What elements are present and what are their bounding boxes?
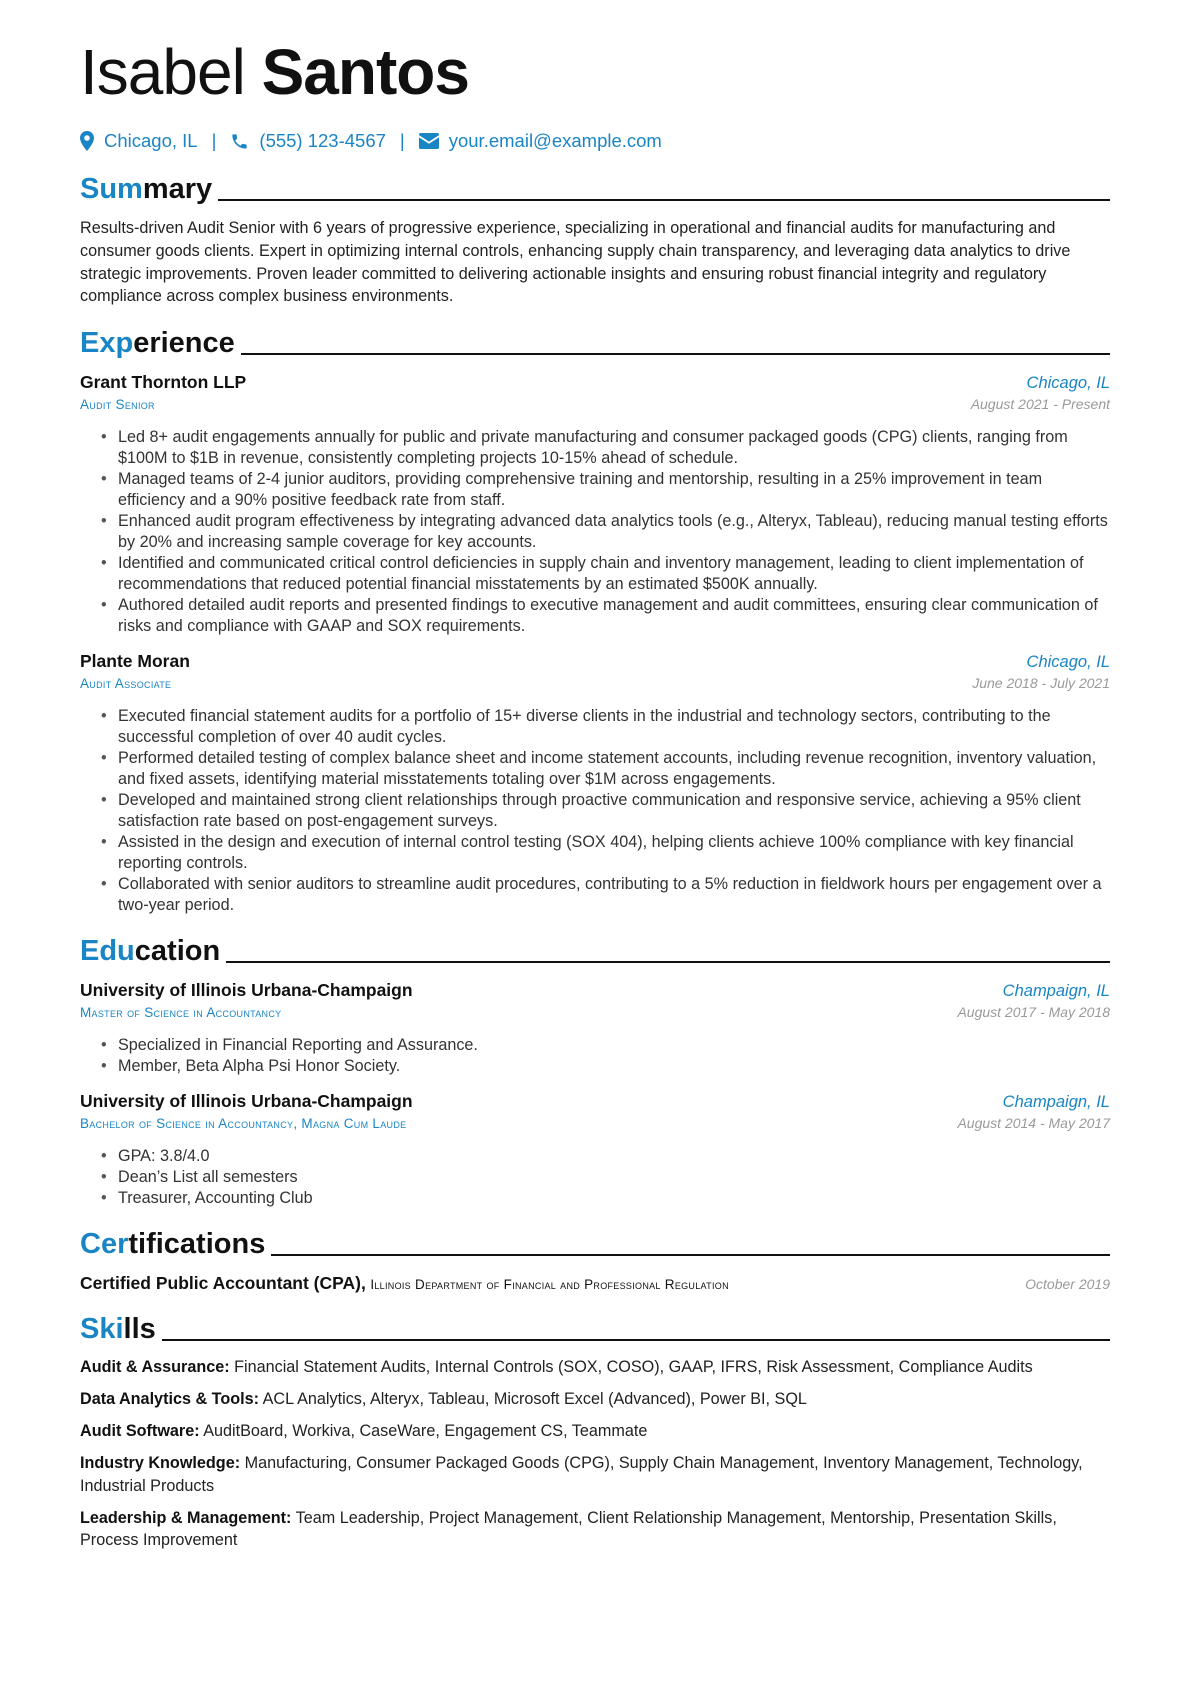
- section-title: [80, 937, 220, 966]
- section-title-rest: cation: [134, 935, 221, 968]
- entry-dates: August 2021 - Present: [970, 396, 1110, 413]
- entry-dates: August 2014 - May 2017: [957, 1115, 1110, 1132]
- skill-row: [80, 1356, 1110, 1379]
- education-detail-item: • GPA: 3.8/4.0: [118, 1146, 1110, 1167]
- section-title-accent: Edu: [80, 935, 135, 968]
- certification-issuer: Illinois Department of Financial and Professional Regulation: [370, 1277, 729, 1293]
- skill-category: Audit & Assurance:: [80, 1358, 230, 1377]
- skill-category: Leadership & Management:: [80, 1508, 292, 1527]
- section-education-heading: [80, 930, 1110, 966]
- certification-date: October 2019: [1025, 1276, 1110, 1293]
- section-title-rest: tifications: [128, 1228, 266, 1261]
- entry-location: Champaign, IL: [1002, 1093, 1110, 1112]
- skill-row: [80, 1388, 1110, 1411]
- education-detail-item: • Specialized in Financial Reporting and Assurance.: [118, 1035, 1110, 1056]
- contact-separator: |: [399, 130, 405, 151]
- section-experience-heading: [80, 322, 1110, 358]
- education-detail-item: • Dean’s List all semesters: [118, 1167, 1110, 1188]
- location-text: Chicago, IL: [104, 130, 198, 151]
- certification-name: Certified Public Accountant (CPA): [80, 1273, 361, 1294]
- job-title: Audit Associate: [80, 676, 172, 692]
- education-detail-item: • Treasurer, Accounting Club: [118, 1188, 1110, 1209]
- degree-title: Master of Science in Accountancy: [80, 1005, 282, 1021]
- skill-items: Team Leadership, Project Management, Client Relationship Management, Mentorship, Presentation Skills, Process Improvement: [80, 1508, 1057, 1550]
- skill-items: ACL Analytics, Alteryx, Tableau, Microsoft Excel (Advanced), Power BI, SQL: [262, 1390, 807, 1409]
- section-title-rest: lls: [123, 1313, 156, 1346]
- education-detail-list: [80, 1035, 1110, 1077]
- achievement-item: • Managed teams of 2-4 junior auditors, providing comprehensive training and mentorship, resulting in a 25% improvement in team efficiency and a 90% positive feedback rate from staff.: [118, 469, 1110, 511]
- achievement-item: • Assisted in the design and execution of internal control testing (SOX 404), helping clients achieve 100% compliance with key financial reporting controls.: [118, 832, 1110, 874]
- candidate-name: [80, 36, 1110, 108]
- education-entry: [80, 1091, 1110, 1209]
- employer-name: Plante Moran: [80, 651, 190, 672]
- achievement-list: [80, 706, 1110, 916]
- skill-row: [80, 1507, 1110, 1552]
- education-detail-item: • Member, Beta Alpha Psi Honor Society.: [118, 1056, 1110, 1077]
- skill-category: Industry Knowledge:: [80, 1454, 241, 1473]
- skill-category: Audit Software:: [80, 1422, 200, 1441]
- section-title-rest: erience: [133, 327, 235, 360]
- entry-location: Champaign, IL: [1002, 982, 1110, 1001]
- section-title-rest: mary: [142, 173, 213, 205]
- certification-entry: [80, 1273, 1110, 1294]
- skills-list: [80, 1356, 1110, 1552]
- section-title: [80, 1230, 265, 1259]
- experience-entry: [80, 651, 1110, 916]
- section-certifications-heading: [80, 1223, 1110, 1259]
- section-summary-heading: [80, 168, 1110, 204]
- section-title-accent: Exp: [80, 327, 134, 360]
- section-title-accent: Ski: [80, 1313, 124, 1346]
- achievement-item: • Developed and maintained strong client relationships through proactive communication and responsive service, achieving a 95% client satisfaction rate based on post-engagement surveys.: [118, 790, 1110, 832]
- certification-separator: ,: [360, 1273, 366, 1294]
- school-name: University of Illinois Urbana-Champaign: [80, 1091, 413, 1112]
- entry-location: Chicago, IL: [1026, 653, 1110, 672]
- contact-separator: |: [211, 130, 217, 151]
- achievement-item: • Enhanced audit program effectiveness by integrating advanced data analytics tools (e.g., Alteryx, Tableau), reducing manual testing efforts by 20% and increasing sample coverage for key accounts.: [118, 511, 1110, 553]
- section-title-accent: Sum: [80, 173, 143, 205]
- school-name: University of Illinois Urbana-Champaign: [80, 980, 413, 1001]
- section-divider: [241, 353, 1110, 355]
- skill-row: [80, 1420, 1110, 1443]
- achievement-item: • Authored detailed audit reports and presented findings to executive management and audit committees, ensuring clear communication of risks and compliance with GAAP and SOX requirements.: [118, 595, 1110, 637]
- achievement-item: • Executed financial statement audits for a portfolio of 15+ diverse clients in the industrial and technology sectors, contributing to the successful completion of over 40 audit cycles.: [118, 706, 1110, 748]
- job-title: Audit Senior: [80, 397, 155, 413]
- skill-items: Financial Statement Audits, Internal Controls (SOX, COSO), GAAP, IFRS, Risk Assessment, Compliance Audits: [234, 1358, 1033, 1377]
- employer-name: Grant Thornton LLP: [80, 372, 247, 393]
- skill-row: [80, 1452, 1110, 1497]
- contact-bar: [80, 128, 1110, 154]
- email-link: your.email@example.com: [448, 130, 662, 151]
- phone-icon: [230, 132, 249, 151]
- section-title-accent: Cer: [80, 1228, 129, 1261]
- skill-items: Manufacturing, Consumer Packaged Goods (CPG), Supply Chain Management, Inventory Management, Technology, Industrial Products: [80, 1454, 1083, 1495]
- experience-entry: [80, 372, 1110, 637]
- map-pin-icon: [80, 131, 94, 151]
- section-divider: [271, 1254, 1110, 1256]
- section-title: [80, 329, 235, 358]
- entry-dates: June 2018 - July 2021: [972, 675, 1110, 692]
- contact-phone[interactable]: [230, 130, 386, 152]
- section-divider: [162, 1339, 1110, 1341]
- education-entry: [80, 980, 1110, 1077]
- achievement-item: • Collaborated with senior auditors to streamline audit procedures, contributing to a 5% reduction in fieldwork hours per engagement over a two-year period.: [118, 874, 1110, 916]
- entry-dates: August 2017 - May 2018: [957, 1004, 1110, 1021]
- achievement-list: [80, 427, 1110, 637]
- section-divider: [218, 199, 1110, 201]
- summary-text: Results-driven Audit Senior with 6 years of progressive experience, specializing in operational and financial audits for manufacturing and consumer goods clients. Expert in optimizing internal controls, enhancing supply chain transparency, and leveraging data analytics to drive strategic improvements. Proven leader committed to delivering actionable insights and ensuring robust financial integrity and regulatory compliance across complex business environments.: [80, 219, 1071, 306]
- achievement-item: • Led 8+ audit engagements annually for public and private manufacturing and consumer packaged goods (CPG) clients, ranging from $100M to $1B in revenue, consistently completing projects 10-15% ahead of schedule.: [118, 427, 1110, 469]
- skill-items: AuditBoard, Workiva, CaseWare, Engagement CS, Teammate: [203, 1422, 648, 1441]
- entry-location: Chicago, IL: [1026, 374, 1110, 393]
- last-name: Santos: [261, 36, 469, 108]
- achievement-item: • Performed detailed testing of complex balance sheet and income statement accounts, including revenue recognition, inventory valuation, and fixed assets, identifying material misstatements totaling over $1M across engagements.: [118, 748, 1110, 790]
- contact-location: [80, 130, 198, 152]
- first-name: Isabel: [80, 36, 245, 108]
- contact-email[interactable]: [419, 130, 662, 152]
- section-skills-heading: [80, 1308, 1110, 1344]
- section-title: [80, 175, 212, 204]
- phone-text: (555) 123-4567: [259, 130, 386, 151]
- achievement-item: • Identified and communicated critical control deficiencies in supply chain and inventory management, leading to client implementation of recommendations that reduced potential financial misstatements by an estimated $500K annually.: [118, 553, 1110, 595]
- skill-category: Data Analytics & Tools:: [80, 1390, 259, 1409]
- degree-title: Bachelor of Science in Accountancy, Magna Cum Laude: [80, 1116, 407, 1132]
- envelope-icon: [419, 133, 439, 149]
- education-detail-list: [80, 1146, 1110, 1209]
- section-divider: [226, 961, 1110, 963]
- section-title: [80, 1315, 156, 1344]
